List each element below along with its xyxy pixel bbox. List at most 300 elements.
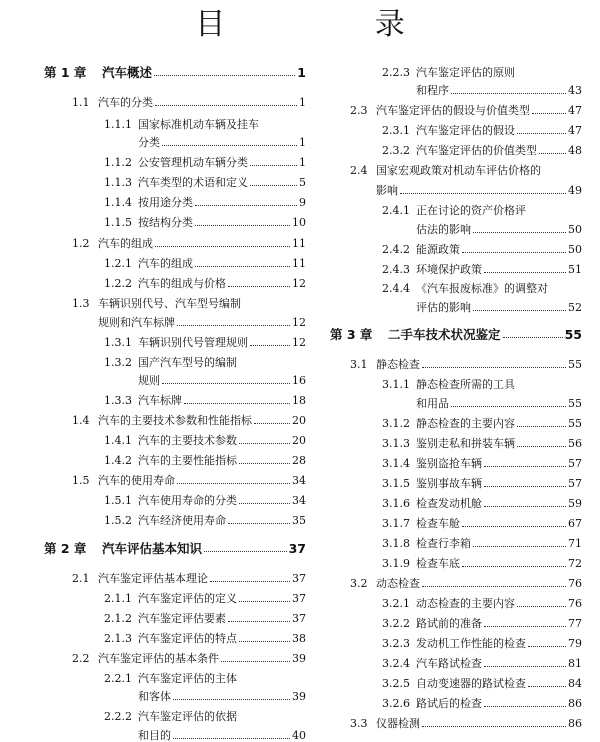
toc-entry [104, 710, 306, 723]
toc-entry [382, 477, 582, 490]
toc-entry-title: 路试前的准备 [416, 617, 482, 630]
toc-entry-page: 49 [568, 184, 582, 197]
toc-entry-title: 发动机工作性能的检查 [416, 637, 526, 650]
toc-entry-title: 汽车的组成与价格 [138, 277, 226, 290]
toc-leader-dots [422, 726, 566, 727]
toc-entry [104, 277, 306, 290]
toc-entry-title: 静态检查的主要内容 [416, 417, 515, 430]
toc-entry-title: 汽车标牌 [138, 394, 182, 407]
toc-entry-title: 汽车鉴定评估的价值类型 [416, 144, 537, 157]
toc-leader-dots [517, 426, 566, 427]
toc-entry-number: 1.2.2 [104, 277, 132, 290]
toc-entry-page: 28 [292, 454, 306, 467]
toc-entry [382, 437, 582, 450]
toc-entry [104, 118, 306, 131]
toc-entry-title: 汽车的主要技术参数 [138, 434, 237, 447]
toc-entry [104, 136, 306, 149]
toc-entry-title: 和程序 [416, 84, 449, 97]
toc-entry-title: 车辆识别代号管理规则 [138, 336, 248, 349]
toc-entry-title: 规则和汽车标牌 [98, 316, 175, 329]
toc-entry-title: 影响 [376, 184, 398, 197]
toc-entry [350, 104, 582, 117]
toc-entry [72, 414, 306, 427]
toc-leader-dots [517, 606, 566, 607]
toc-entry [104, 690, 306, 703]
toc-entry-page: 59 [568, 497, 582, 510]
toc-leader-dots [250, 185, 297, 186]
toc-leader-dots [162, 145, 297, 146]
toc-entry-number: 1.1 [72, 96, 90, 109]
toc-entry [382, 637, 582, 650]
toc-entry-title: 汽车的组成 [138, 257, 193, 270]
toc-entry-number: 2.1.2 [104, 612, 132, 625]
page-title: 目 录 [195, 7, 475, 42]
toc-entry-page: 50 [568, 243, 582, 256]
toc-entry [382, 84, 582, 97]
toc-entry [104, 374, 306, 387]
toc-entry [72, 96, 306, 109]
toc-entry-page: 34 [292, 494, 306, 507]
toc-entry-title: 汽车鉴定评估的主体 [138, 672, 237, 685]
toc-leader-dots [221, 661, 290, 662]
toc-entry-title: 公安管理机动车辆分类 [138, 156, 248, 169]
toc-leader-dots [473, 546, 566, 547]
toc-entry-number: 3.1.5 [382, 477, 410, 490]
toc-entry-title: 国产汽车型号的编制 [138, 356, 237, 369]
toc-entry [382, 617, 582, 630]
toc-entry [382, 223, 582, 236]
toc-leader-dots [154, 75, 295, 76]
toc-leader-dots [539, 153, 566, 154]
toc-entry-page: 39 [292, 652, 306, 665]
toc-entry-number: 3.1 [350, 358, 368, 371]
toc-entry-number: 3.1.4 [382, 457, 410, 470]
toc-entry-page: 11 [292, 237, 306, 250]
toc-entry [382, 301, 582, 314]
toc-entry-page: 81 [568, 657, 582, 670]
toc-leader-dots [239, 601, 290, 602]
toc-entry-title: 汽车的主要性能指标 [138, 454, 237, 467]
toc-entry [104, 592, 306, 605]
toc-entry-title: 和用品 [416, 397, 449, 410]
toc-entry-title: 动态检查的主要内容 [416, 597, 515, 610]
toc-entry-number: 1.5.1 [104, 494, 132, 507]
toc-leader-dots [184, 403, 290, 404]
toc-entry-number: 1.1.1 [104, 118, 132, 131]
toc-entry-page: 11 [292, 257, 306, 270]
toc-leader-dots [177, 325, 290, 326]
toc-entry-number: 1.4.1 [104, 434, 132, 447]
toc-entry [104, 454, 306, 467]
toc-leader-dots [250, 345, 290, 346]
toc-leader-dots [462, 526, 566, 527]
toc-leader-dots [204, 551, 287, 552]
toc-leader-dots [228, 523, 290, 524]
toc-entry-number: 1.2 [72, 237, 90, 250]
toc-entry-title: 车辆识别代号、汽车型号编制 [98, 297, 241, 310]
toc-leader-dots [451, 406, 566, 407]
toc-entry-title: 静态检查所需的工具 [416, 378, 515, 391]
toc-entry [72, 652, 306, 665]
toc-leader-dots [228, 621, 290, 622]
toc-leader-dots [484, 486, 566, 487]
toc-entry-page: 57 [568, 457, 582, 470]
toc-entry-number: 第 3 章 [330, 327, 373, 342]
toc-entry [72, 237, 306, 250]
toc-entry-title: 二手车技术状况鉴定 [388, 327, 501, 342]
toc-entry-number: 1.1.5 [104, 216, 132, 229]
toc-entry [104, 632, 306, 645]
toc-entry-page: 52 [568, 301, 582, 314]
toc-entry [104, 612, 306, 625]
toc-entry-page: 86 [568, 697, 582, 710]
toc-chapter-entry [330, 328, 582, 341]
toc-entry-page: 9 [299, 196, 306, 209]
toc-leader-dots [528, 646, 566, 647]
toc-entry-title: 汽车的主要技术参数和性能指标 [98, 414, 252, 427]
toc-entry-page: 37 [292, 572, 306, 585]
toc-entry [382, 657, 582, 670]
toc-entry-page: 1 [299, 136, 306, 149]
toc-entry-page: 57 [568, 477, 582, 490]
toc-leader-dots [162, 383, 290, 384]
toc-leader-dots [484, 466, 566, 467]
toc-entry [350, 358, 582, 371]
toc-entry-number: 2.2.3 [382, 66, 410, 79]
toc-entry [382, 497, 582, 510]
toc-entry-title: 检查行李箱 [416, 537, 471, 550]
toc-entry-page: 1 [299, 156, 306, 169]
toc-entry-title: 汽车鉴定评估的假设 [416, 124, 515, 137]
toc-leader-dots [239, 463, 290, 464]
toc-leader-dots [484, 506, 566, 507]
toc-entry-title: 环境保护政策 [416, 263, 482, 276]
toc-entry-page: 48 [568, 144, 582, 157]
toc-entry-title: 汽车类型的术语和定义 [138, 176, 248, 189]
toc-entry-title: 动态检查 [376, 577, 420, 590]
toc-entry [382, 397, 582, 410]
toc-entry-title: 国家标准机动车辆及挂车 [138, 118, 259, 131]
toc-entry-page: 51 [568, 263, 582, 276]
toc-entry-page: 84 [568, 677, 582, 690]
toc-entry-title: 汽车鉴定评估的假设与价值类型 [376, 104, 530, 117]
toc-entry [382, 517, 582, 530]
toc-entry [382, 557, 582, 570]
toc-leader-dots [422, 586, 566, 587]
toc-leader-dots [484, 272, 566, 273]
toc-entry [382, 204, 582, 217]
toc-entry-title: 《汽车报废标准》的调整对 [416, 282, 548, 295]
toc-entry [104, 514, 306, 527]
toc-chapter-entry [44, 66, 306, 79]
toc-entry-number: 3.2.6 [382, 697, 410, 710]
toc-entry [72, 572, 306, 585]
toc-entry-number: 1.3.2 [104, 356, 132, 369]
toc-entry-page: 55 [568, 397, 582, 410]
toc-entry-number: 3.3 [350, 717, 368, 730]
toc-entry-title: 汽车鉴定评估的依据 [138, 710, 237, 723]
toc-entry-number: 3.2.2 [382, 617, 410, 630]
toc-entry-title: 汽车鉴定评估的定义 [138, 592, 237, 605]
toc-entry-page: 72 [568, 557, 582, 570]
toc-entry-number: 1.5.2 [104, 514, 132, 527]
toc-leader-dots [517, 446, 566, 447]
toc-leader-dots [254, 423, 290, 424]
toc-entry-title: 仪器检测 [376, 717, 420, 730]
toc-entry-title: 按用途分类 [138, 196, 193, 209]
toc-entry-number: 2.3.1 [382, 124, 410, 137]
toc-entry-number: 2.4 [350, 164, 368, 177]
toc-entry-title: 和客体 [138, 690, 171, 703]
toc-entry-title: 汽车的分类 [98, 96, 153, 109]
toc-entry-page: 16 [292, 374, 306, 387]
toc-entry-page: 34 [292, 474, 306, 487]
toc-entry [382, 124, 582, 137]
toc-entry-number: 3.2 [350, 577, 368, 590]
toc-entry-page: 76 [568, 597, 582, 610]
toc-entry-title: 和目的 [138, 729, 171, 742]
toc-entry [382, 457, 582, 470]
toc-entry [350, 577, 582, 590]
toc-entry-title: 分类 [138, 136, 160, 149]
toc-entry-title: 汽车鉴定评估的原则 [416, 66, 515, 79]
toc-leader-dots [484, 706, 566, 707]
toc-entry-title: 自动变速器的路试检查 [416, 677, 526, 690]
toc-entry-page: 39 [292, 690, 306, 703]
toc-entry [104, 494, 306, 507]
toc-entry-number: 3.1.3 [382, 437, 410, 450]
toc-leader-dots [484, 666, 566, 667]
toc-entry-number: 2.3.2 [382, 144, 410, 157]
toc-leader-dots [195, 205, 297, 206]
toc-entry-number: 1.1.3 [104, 176, 132, 189]
toc-entry-page: 37 [292, 612, 306, 625]
toc-entry-page: 47 [568, 124, 582, 137]
toc-entry-title: 汽车鉴定评估基本理论 [98, 572, 208, 585]
toc-leader-dots [239, 503, 290, 504]
toc-leader-dots [239, 443, 290, 444]
toc-entry [104, 176, 306, 189]
toc-entry-number: 2.2.1 [104, 672, 132, 685]
toc-entry-number: 第 1 章 [44, 65, 87, 80]
toc-entry-page: 71 [568, 537, 582, 550]
toc-entry-number: 1.3.1 [104, 336, 132, 349]
toc-entry-title: 国家宏观政策对机动车评估价格的 [376, 164, 541, 177]
toc-leader-dots [462, 566, 566, 567]
toc-entry-number: 2.1 [72, 572, 90, 585]
toc-chapter-entry [44, 542, 306, 555]
toc-entry-number: 1.3 [72, 297, 90, 310]
toc-leader-dots [503, 337, 563, 338]
toc-entry-number: 1.2.1 [104, 257, 132, 270]
toc-leader-dots [250, 165, 297, 166]
toc-entry-number: 3.1.2 [382, 417, 410, 430]
toc-entry-page: 67 [568, 517, 582, 530]
toc-entry-title: 汽车的组成 [98, 237, 153, 250]
toc-leader-dots [400, 193, 566, 194]
toc-entry-title: 正在讨论的资产价格评 [416, 204, 526, 217]
toc-leader-dots [195, 266, 290, 267]
toc-entry-page: 10 [292, 216, 306, 229]
toc-entry [382, 263, 582, 276]
toc-entry-number: 1.1.4 [104, 196, 132, 209]
toc-entry-page: 47 [568, 104, 582, 117]
toc-entry [382, 282, 582, 295]
toc-entry-number: 1.3.3 [104, 394, 132, 407]
toc-leader-dots [155, 246, 290, 247]
toc-entry-page: 20 [292, 414, 306, 427]
toc-entry-title: 评估的影响 [416, 301, 471, 314]
toc-entry-number: 2.3 [350, 104, 368, 117]
toc-entry-page: 35 [292, 514, 306, 527]
toc-leader-dots [422, 367, 566, 368]
toc-entry-number: 2.2.2 [104, 710, 132, 723]
toc-entry [382, 697, 582, 710]
toc-entry [382, 677, 582, 690]
toc-entry [382, 144, 582, 157]
toc-leader-dots [173, 699, 290, 700]
toc-entry-number: 1.1.2 [104, 156, 132, 169]
toc-entry-title: 检查车舱 [416, 517, 460, 530]
toc-leader-dots [528, 686, 566, 687]
toc-leader-dots [462, 252, 566, 253]
toc-entry-page: 55 [568, 358, 582, 371]
toc-entry-title: 汽车鉴定评估的特点 [138, 632, 237, 645]
toc-entry-title: 路试后的检查 [416, 697, 482, 710]
toc-entry-title: 检查车底 [416, 557, 460, 570]
toc-entry-number: 2.4.3 [382, 263, 410, 276]
toc-entry [104, 196, 306, 209]
toc-leader-dots [473, 232, 566, 233]
toc-entry-number: 3.2.4 [382, 657, 410, 670]
toc-entry [104, 216, 306, 229]
toc-leader-dots [239, 641, 290, 642]
toc-entry-page: 56 [568, 437, 582, 450]
toc-entry [382, 537, 582, 550]
toc-leader-dots [532, 113, 566, 114]
toc-leader-dots [451, 93, 566, 94]
toc-entry [382, 66, 582, 79]
toc-entry [350, 717, 582, 730]
toc-entry-page: 5 [299, 176, 306, 189]
toc-entry-title: 能源政策 [416, 243, 460, 256]
toc-entry-title: 汽车经济使用寿命 [138, 514, 226, 527]
toc-entry [104, 672, 306, 685]
toc-entry-number: 第 2 章 [44, 541, 87, 556]
toc-entry-page: 37 [292, 592, 306, 605]
toc-entry-page: 77 [568, 617, 582, 630]
toc-entry-page: 18 [292, 394, 306, 407]
toc-entry-title: 汽车的使用寿命 [98, 474, 175, 487]
toc-leader-dots [195, 225, 290, 226]
toc-entry [350, 164, 582, 177]
toc-entry-page: 79 [568, 637, 582, 650]
toc-entry-number: 3.2.3 [382, 637, 410, 650]
toc-entry-number: 2.4.4 [382, 282, 410, 295]
toc-leader-dots [517, 133, 566, 134]
toc-entry-title: 汽车鉴定评估的基本条件 [98, 652, 219, 665]
toc-entry-title: 检查发动机舱 [416, 497, 482, 510]
toc-entry-page: 43 [568, 84, 582, 97]
toc-entry-page: 1 [297, 65, 306, 80]
toc-entry-number: 2.4.2 [382, 243, 410, 256]
toc-entry-page: 12 [292, 316, 306, 329]
toc-entry [382, 243, 582, 256]
toc-leader-dots [473, 310, 566, 311]
toc-entry-number: 1.4 [72, 414, 90, 427]
toc-entry-page: 50 [568, 223, 582, 236]
toc-entry-number: 2.2 [72, 652, 90, 665]
toc-entry-title: 估法的影响 [416, 223, 471, 236]
toc-entry-page: 12 [292, 336, 306, 349]
toc-entry [104, 257, 306, 270]
toc-entry-title: 汽车鉴定评估要素 [138, 612, 226, 625]
toc-entry [72, 297, 306, 310]
toc-entry-number: 3.1.8 [382, 537, 410, 550]
toc-leader-dots [173, 738, 290, 739]
toc-entry [350, 184, 582, 197]
toc-entry-title: 按结构分类 [138, 216, 193, 229]
toc-entry [104, 434, 306, 447]
toc-entry-title: 汽车路试检查 [416, 657, 482, 670]
toc-entry-page: 40 [292, 729, 306, 742]
toc-leader-dots [484, 626, 566, 627]
toc-entry-number: 1.4.2 [104, 454, 132, 467]
toc-entry-page: 55 [568, 417, 582, 430]
toc-entry-number: 2.1.3 [104, 632, 132, 645]
toc-entry-title: 鉴别走私和拼装车辆 [416, 437, 515, 450]
toc-entry-page: 20 [292, 434, 306, 447]
toc-entry [72, 316, 306, 329]
toc-entry [104, 394, 306, 407]
toc-entry-title: 汽车使用寿命的分类 [138, 494, 237, 507]
toc-entry-title: 静态检查 [376, 358, 420, 371]
toc-entry [382, 417, 582, 430]
toc-entry-number: 3.1.9 [382, 557, 410, 570]
toc-entry-number: 3.1.1 [382, 378, 410, 391]
toc-entry-title: 鉴别事故车辆 [416, 477, 482, 490]
toc-entry-number: 1.5 [72, 474, 90, 487]
toc-entry-page: 37 [288, 541, 306, 556]
toc-entry-title: 汽车评估基本知识 [102, 541, 203, 556]
toc-entry-title: 规则 [138, 374, 160, 387]
toc-entry [104, 336, 306, 349]
toc-entry-number: 2.4.1 [382, 204, 410, 217]
toc-leader-dots [177, 483, 290, 484]
toc-entry-page: 76 [568, 577, 582, 590]
toc-entry-number: 3.2.5 [382, 677, 410, 690]
toc-leader-dots [155, 105, 297, 106]
toc-entry-number: 3.1.6 [382, 497, 410, 510]
toc-leader-dots [228, 286, 290, 287]
toc-entry-page: 55 [564, 327, 582, 342]
toc-entry [72, 474, 306, 487]
toc-entry-page: 86 [568, 717, 582, 730]
toc-entry-number: 3.1.7 [382, 517, 410, 530]
toc-entry-title: 汽车概述 [102, 65, 153, 80]
toc-entry [104, 156, 306, 169]
toc-entry-page: 38 [292, 632, 306, 645]
toc-entry-number: 2.1.1 [104, 592, 132, 605]
toc-entry [104, 356, 306, 369]
toc-entry-page: 12 [292, 277, 306, 290]
toc-entry-number: 3.2.1 [382, 597, 410, 610]
toc-entry [382, 597, 582, 610]
toc-entry-page: 1 [299, 96, 306, 109]
toc-entry-title: 鉴别盗抢车辆 [416, 457, 482, 470]
toc-entry [382, 378, 582, 391]
toc-leader-dots [210, 581, 290, 582]
